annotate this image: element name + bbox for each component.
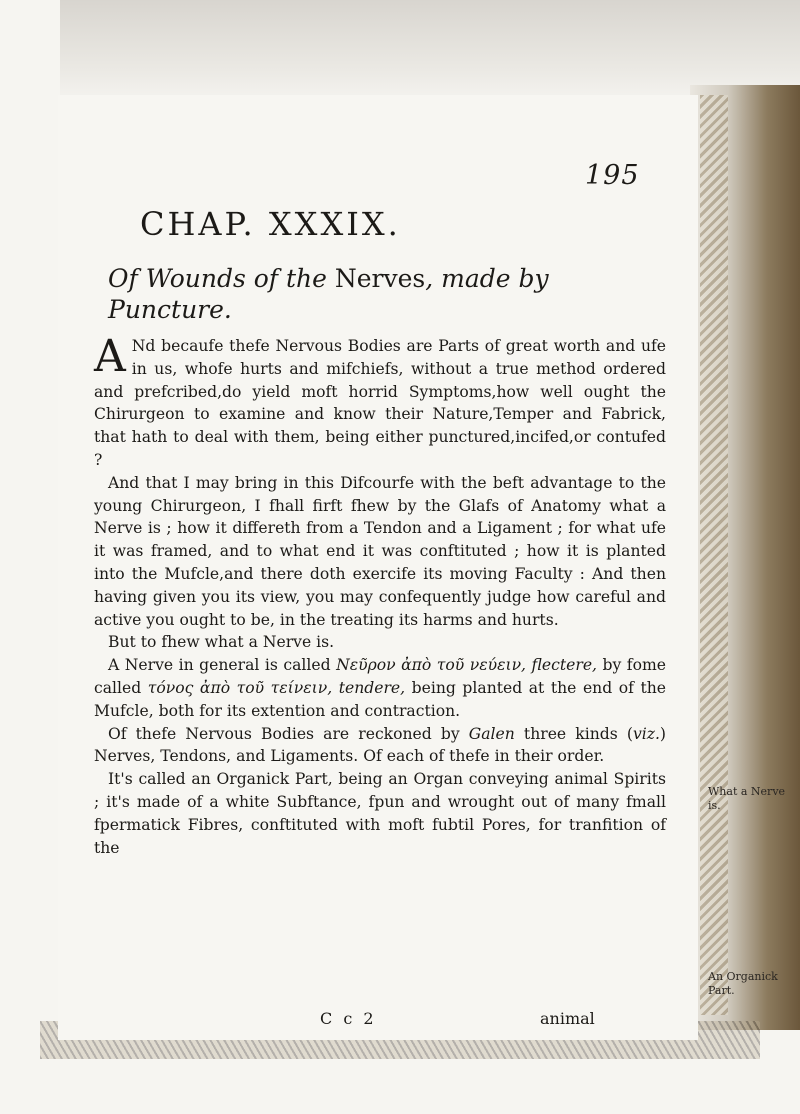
book-page bbox=[58, 95, 786, 1040]
body-text bbox=[94, 331, 667, 859]
latin-term-1: flectere, bbox=[526, 656, 598, 675]
greek-term-1: Νεῦρον ἀπὸ τοῦ νεύειν, bbox=[336, 656, 527, 675]
paragraph-1 bbox=[94, 331, 666, 472]
section-title-part2: Nerves bbox=[334, 264, 426, 293]
margin-note-what-a-nerve: What a Nerve is. bbox=[708, 785, 786, 812]
signature-mark: C c 2 bbox=[320, 1009, 377, 1028]
paragraph-1-text: Nd becaufe thefe Nervous Bodies are Parts of great worth and ufe in us, whofe hurts and mifchiefs, without a true method ordered and prefcribed,do yield moft horrid Symptoms,how well ought the Chirurgeon to examine and know their Nature,Temper and Fabrick, that hath to deal with them, being either punctured,incifed,or contufed ? bbox=[94, 337, 666, 469]
latin-term-2: tendere, bbox=[332, 678, 406, 697]
p5-tail: ) Nerves, Tendons, and Ligaments. Of each of thefe in their order. bbox=[94, 724, 667, 766]
paragraph-3: But to fhew what a Nerve is. bbox=[108, 633, 335, 652]
greek-term-2: τόνος ἀπὸ τοῦ τείνειν, bbox=[147, 678, 333, 697]
viz-abbrev: viz. bbox=[632, 724, 660, 743]
p4-tail: being planted at the end of the Mufcle, both for its extention and contraction. bbox=[94, 678, 666, 720]
p5-lead: Of thefe Nervous Bodies are reckoned by bbox=[108, 724, 469, 743]
page-top-shadow bbox=[60, 0, 800, 100]
p4-lead: A Nerve in general is called bbox=[108, 656, 337, 675]
margin-note-organick-part: An Organick Part. bbox=[708, 970, 778, 997]
author-name: Galen bbox=[468, 724, 515, 743]
paragraph-5 bbox=[94, 723, 666, 769]
paragraph-6: It's called an Organick Part, being an Organ conveying animal Spirits ; it's made of a white Subftance, fpun and wrought out of many fmall fpermatick Fibres, conftituted with moft fubtil Pores, for tranfition of the bbox=[94, 770, 666, 857]
section-title-part3: , made by Puncture. bbox=[108, 264, 549, 324]
book-edge-texture bbox=[700, 95, 728, 1015]
page-number: 195 bbox=[585, 160, 640, 191]
p5-mid: three kinds ( bbox=[514, 724, 633, 743]
drop-cap: A bbox=[94, 331, 126, 382]
paragraph-4 bbox=[94, 654, 666, 722]
paragraph-2: And that I may bring in this Difcourfe with the beft advantage to the young Chirurgeon, I fhall firft fhew by the Glafs of Anatomy what a Nerve is ; how it differeth from a Tendon and a Ligament ; for what ufe it was framed, and to what end it was conftituted ; how it is planted into the Mufcle,and there doth exercife its moving Faculty : And then having given you its view, you may confequently judge how careful and active you ought to be, in the treating its harms and hurts. bbox=[94, 473, 666, 629]
p4-mid: by fome called bbox=[94, 656, 666, 697]
section-title-part1: Of Wounds of the bbox=[108, 264, 335, 293]
chapter-heading: CHAP. XXXIX. bbox=[140, 205, 401, 243]
section-title bbox=[108, 263, 668, 325]
catchword: animal bbox=[540, 1009, 595, 1028]
